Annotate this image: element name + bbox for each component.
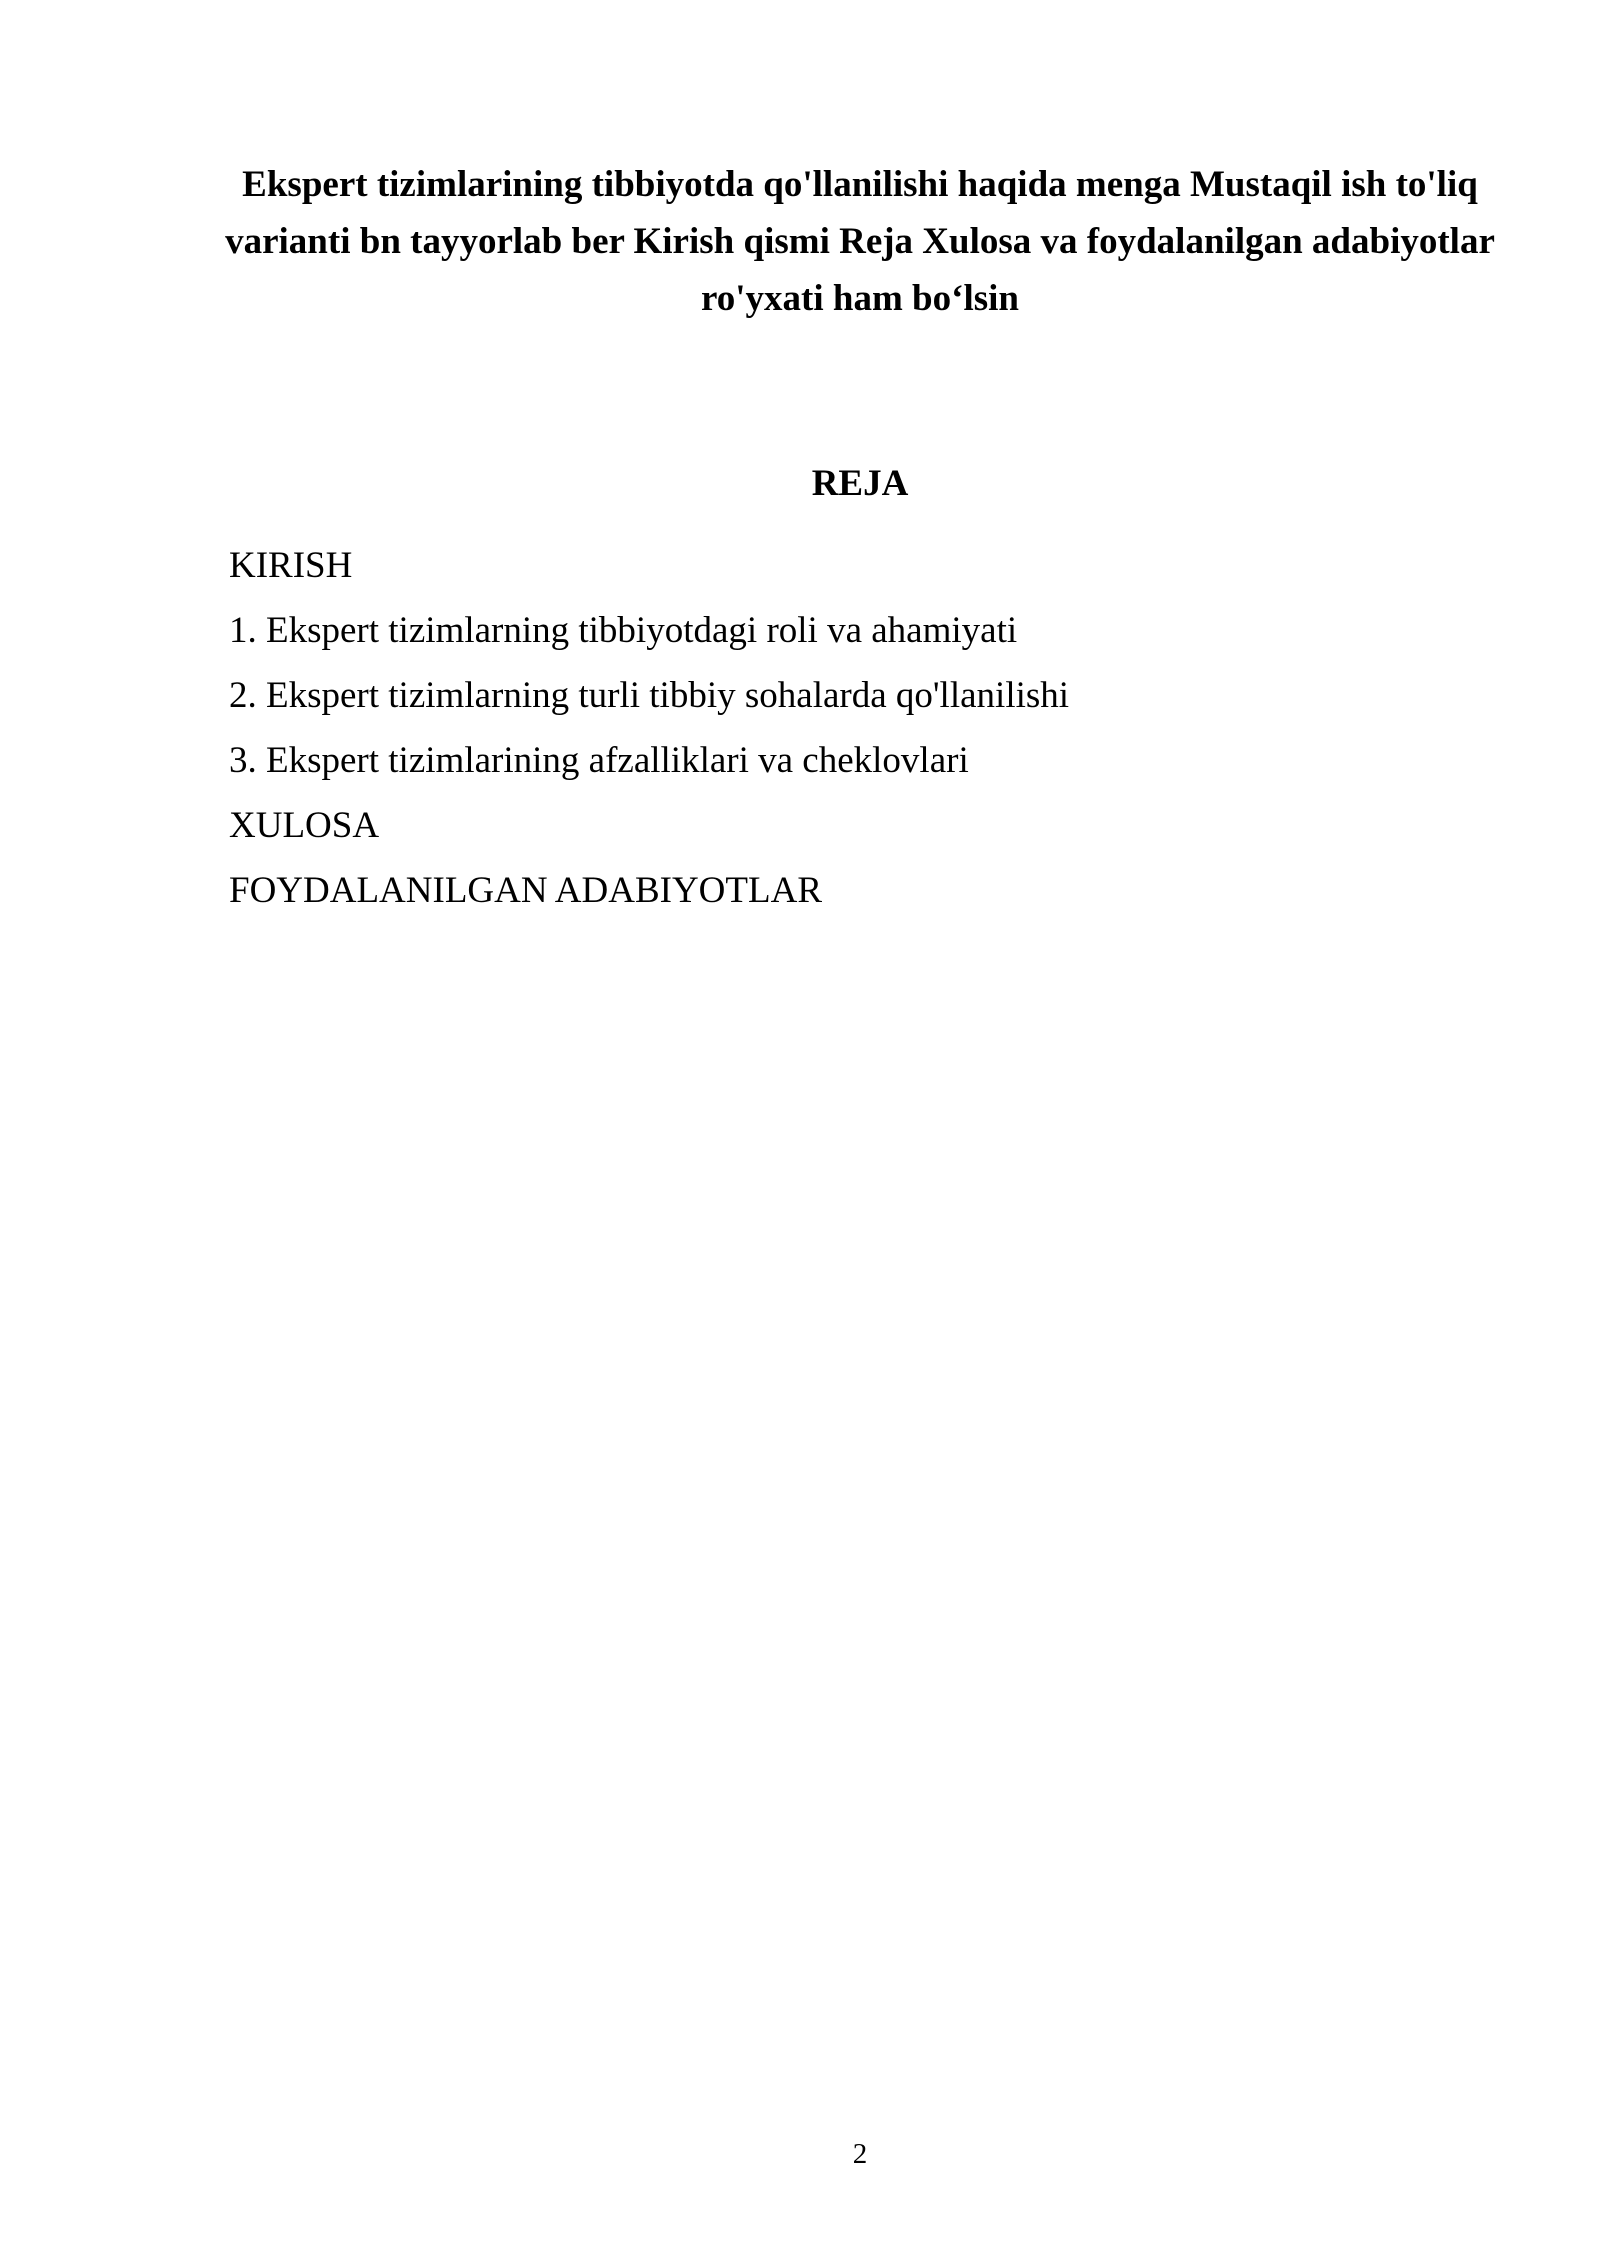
plan-item-3: 3. Ekspert tizimlarining afzalliklari va cheklovlari [229,740,969,781]
plan-heading: REJA [811,463,909,504]
page-number: 2 [852,2138,868,2170]
plan-list [229,533,1499,923]
plan-item-introduction: KIRISH [229,545,353,586]
plan-item-1: 1. Ekspert tizimlarning tibbiyotdagi roli va ahamiyati [229,610,1018,651]
document-title: Ekspert tizimlarining tibbiyotda qo'llanilishi haqida menga Mustaqil ish to'liq varianti bn tayyorlab ber Kirish qismi Reja Xulosa va foydalanilgan adabiyotlar ro'yxati ham bo‘lsin [225,164,1495,319]
plan-item-conclusion: XULOSA [229,805,380,846]
plan-item-2: 2. Ekspert tizimlarning turli tibbiy sohalarda qo'llanilishi [229,675,1070,716]
plan-item-references: FOYDALANILGAN ADABIYOTLAR [229,870,822,911]
